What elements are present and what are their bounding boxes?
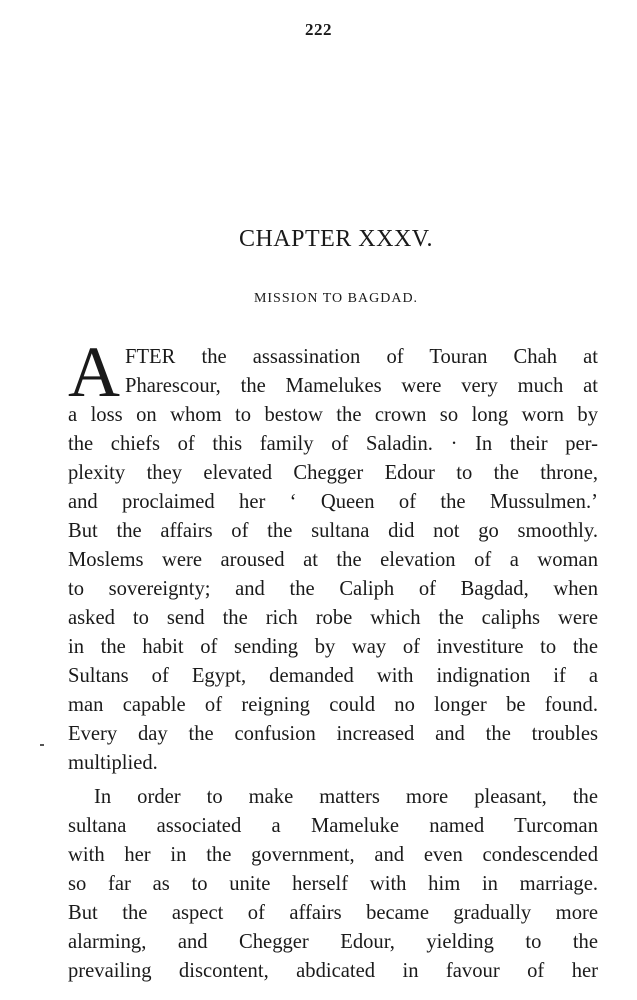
text-line: Sultans of Egypt, demanded with indignation if a xyxy=(68,665,598,687)
text-line: Pharescour, the Mamelukes were very much at xyxy=(125,375,598,397)
text-line: Moslems were aroused at the elevation of a woman xyxy=(68,549,598,571)
text-line: asked to send the rich robe which the caliphs were xyxy=(68,607,598,629)
text-line: a loss on whom to bestow the crown so long worn by xyxy=(68,404,598,426)
text-line: But the affairs of the sultana did not go smoothly. xyxy=(68,520,598,542)
text-line: with her in the government, and even condescended xyxy=(68,844,598,866)
paragraph-2 xyxy=(68,783,598,986)
page-number: 222 xyxy=(305,20,332,39)
text-line: multiplied. xyxy=(68,752,158,774)
text-line: in the habit of sending by way of investiture to the xyxy=(68,636,598,658)
text-line: plexity they elevated Chegger Edour to the throne, xyxy=(68,462,598,484)
margin-mark xyxy=(40,744,44,746)
chapter-title: CHAPTER XXXV. xyxy=(238,226,434,252)
text-line: alarming, and Chegger Edour, yielding to the xyxy=(68,931,598,953)
body-text xyxy=(68,332,598,986)
text-line: FTER the assassination of Touran Chah at xyxy=(125,346,598,368)
text-line: the chiefs of this family of Saladin. · In their per- xyxy=(68,433,598,455)
text-line: so far as to unite herself with him in marriage. xyxy=(68,873,598,895)
text-line: to sovereignty; and the Caliph of Bagdad, when xyxy=(68,578,598,600)
text-line: sultana associated a Mameluke named Turcoman xyxy=(68,815,598,837)
text-line: But the aspect of affairs became gradually more xyxy=(68,902,598,924)
text-line: Every day the confusion increased and the troubles xyxy=(68,723,598,745)
text-line: In order to make matters more pleasant, the xyxy=(94,786,598,808)
text-line: man capable of reigning could no longer be found. xyxy=(68,694,598,716)
drop-cap: A xyxy=(68,332,120,412)
chapter-subtitle: MISSION TO BAGDAD. xyxy=(253,291,419,306)
text-line: and proclaimed her ‘ Queen of the Mussulmen.’ xyxy=(68,491,598,513)
paragraph-1 xyxy=(68,332,598,778)
text-line: prevailing discontent, abdicated in favour of her xyxy=(68,960,598,982)
